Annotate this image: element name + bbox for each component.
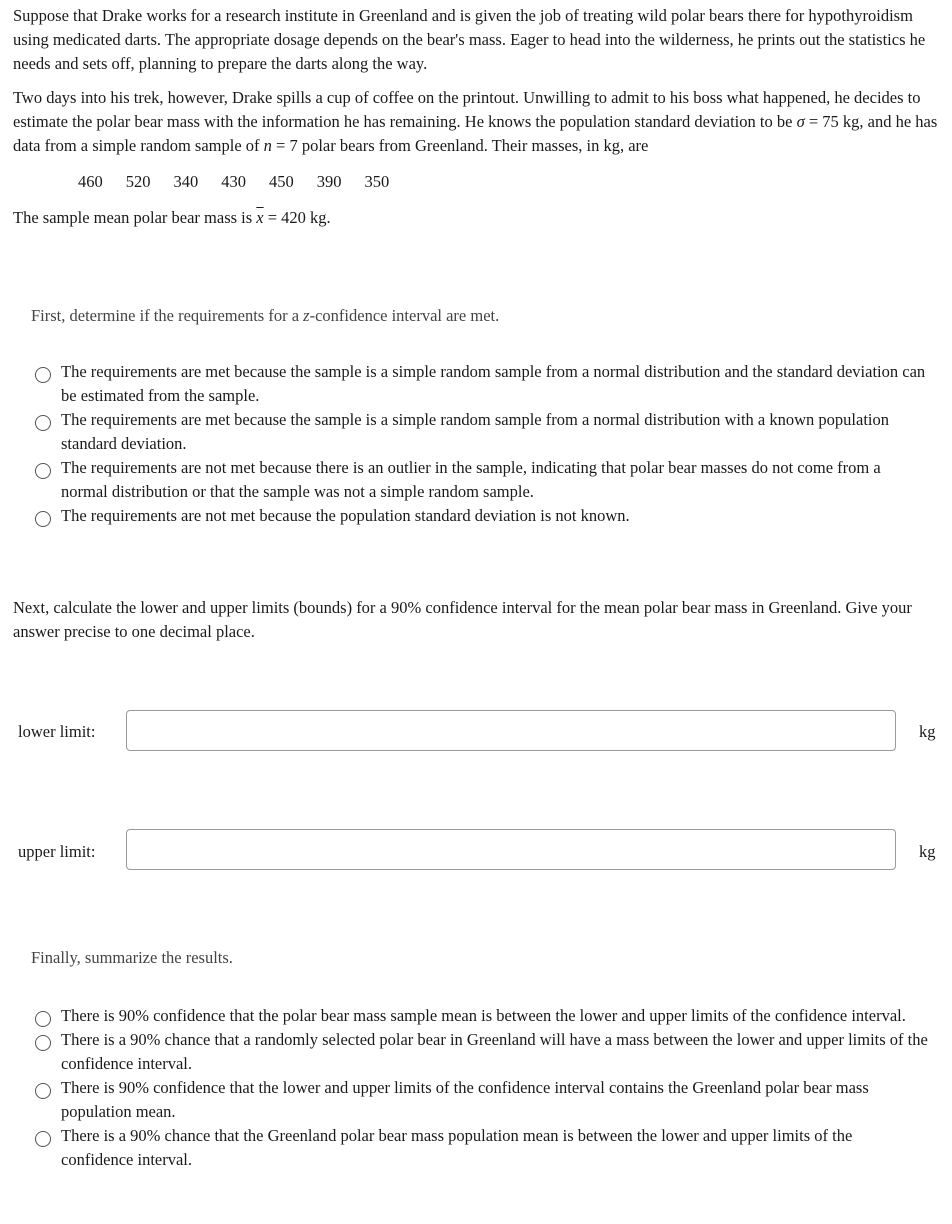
- radio-button[interactable]: [35, 367, 51, 383]
- option-label: There is 90% confidence that the lower and upper limits of the confidence interval contains the Greenland polar bear mass population mean.: [61, 1078, 869, 1121]
- z-symbol: z: [303, 306, 310, 325]
- upper-limit-input[interactable]: [126, 829, 896, 870]
- summary-option-2[interactable]: [33, 1028, 928, 1076]
- option-label: There is a 90% chance that the Greenland polar bear mass population mean is between the lower and upper limits of the confidence interval.: [61, 1126, 853, 1169]
- requirements-question-prompt: [31, 304, 499, 328]
- radio-button[interactable]: [35, 1131, 51, 1147]
- option-label: The requirements are met because the sample is a simple random sample from a normal distribution with a known population standard deviation.: [61, 410, 889, 453]
- mass-value: 350: [364, 172, 390, 191]
- mass-value: 520: [125, 172, 151, 191]
- requirements-option-3[interactable]: [33, 456, 928, 504]
- n-symbol: n: [263, 136, 272, 155]
- summary-option-3[interactable]: [33, 1076, 928, 1124]
- option-label: There is a 90% chance that a randomly selected polar bear in Greenland will have a mass between the lower and upper limits of the confidence interval.: [61, 1030, 928, 1073]
- context-text-b: = 75 kg, and he has data from a simple random sample of: [13, 112, 938, 155]
- prompt-text-a: First, determine if the requirements for a: [31, 306, 304, 325]
- radio-button[interactable]: [35, 463, 51, 479]
- option-label: The requirements are not met because there is an outlier in the sample, indicating that polar bear masses do not come from a normal distribution or that the sample was not a simple random sample.: [61, 458, 881, 501]
- summary-options: [33, 1004, 928, 1172]
- context-text-c: = 7 polar bears from Greenland. Their masses, in kg, are: [271, 136, 649, 155]
- summary-option-1[interactable]: [33, 1004, 928, 1028]
- mass-value: 390: [316, 172, 342, 191]
- sample-mean-text-b: = 420 kg.: [263, 208, 331, 227]
- xbar-symbol: $\overline{x}$: [256, 208, 264, 227]
- mass-data-row: [78, 170, 412, 194]
- upper-limit-unit: kg: [919, 842, 936, 861]
- mass-value: 430: [221, 172, 246, 191]
- problem-intro-paragraph: Suppose that Drake works for a research institute in Greenland and is given the job of treating wild polar bears there for hypothyroidism using medicated darts. The appropriate dosage depends on the bear's mass. Eager to head into the wilderness, he prints out the statistics he needs and sets off, planning to prepare the darts along the way.: [13, 6, 926, 73]
- radio-button[interactable]: [35, 415, 51, 431]
- requirements-option-1[interactable]: [33, 360, 928, 408]
- sample-mean-text-a: The sample mean polar bear mass is: [13, 208, 257, 227]
- radio-button[interactable]: [35, 511, 51, 527]
- summary-question-prompt: Finally, summarize the results.: [31, 948, 233, 967]
- context-text-a: Two days into his trek, however, Drake spills a cup of coffee on the printout. Unwilling to admit to his boss what happened, he decides to estimate the polar bear mass with the information he has remaining. He knows the population standard deviation to be: [13, 88, 921, 131]
- lower-limit-unit: kg: [919, 722, 936, 741]
- radio-button[interactable]: [35, 1011, 51, 1027]
- sigma-symbol: σ: [796, 112, 805, 131]
- lower-limit-input[interactable]: [126, 710, 896, 751]
- mass-value: 460: [78, 172, 103, 191]
- requirements-option-4[interactable]: [33, 504, 928, 528]
- option-label: The requirements are met because the sample is a simple random sample from a normal distribution and the standard deviation can be estimated from the sample.: [61, 362, 926, 405]
- sample-mean-statement: [13, 206, 943, 230]
- problem-context-paragraph: [13, 86, 943, 158]
- prompt-text-b: -confidence interval are met.: [309, 306, 500, 325]
- requirements-option-2[interactable]: [33, 408, 928, 456]
- option-label: There is 90% confidence that the polar bear mass sample mean is between the lower and upper limits of the confidence interval.: [61, 1006, 906, 1025]
- radio-button[interactable]: [35, 1035, 51, 1051]
- mass-value: 340: [173, 172, 199, 191]
- mass-value: 450: [269, 172, 294, 191]
- radio-button[interactable]: [35, 1083, 51, 1099]
- requirements-options: [33, 360, 928, 528]
- upper-limit-label: upper limit:: [18, 842, 96, 861]
- option-label: The requirements are not met because the population standard deviation is not known.: [61, 506, 630, 525]
- summary-option-4[interactable]: [33, 1124, 928, 1172]
- interval-question-prompt: Next, calculate the lower and upper limits (bounds) for a 90% confidence interval for the mean polar bear mass in Greenland. Give your answer precise to one decimal place.: [13, 598, 912, 641]
- lower-limit-label: lower limit:: [18, 722, 96, 741]
